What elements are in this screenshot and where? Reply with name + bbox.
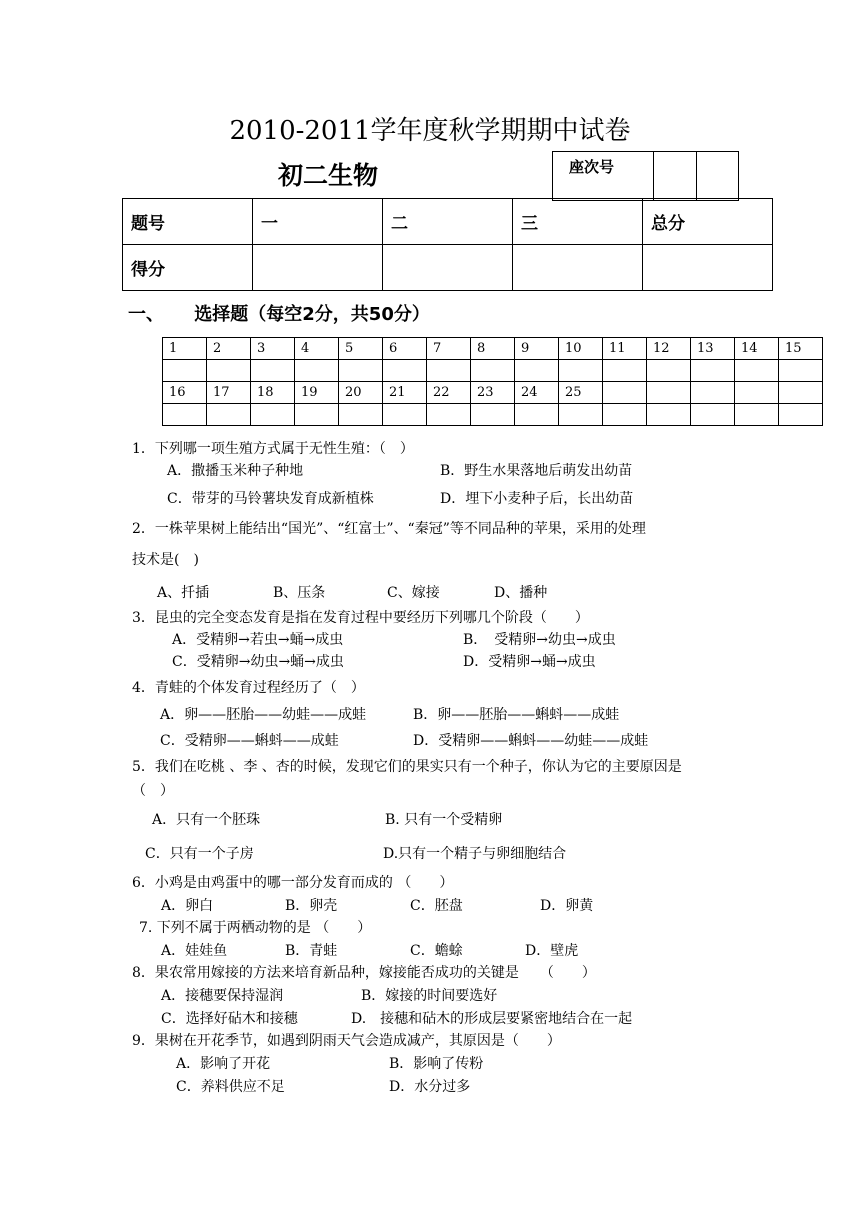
answer-blank-cell bbox=[251, 360, 295, 382]
answer-blank-cell bbox=[691, 404, 735, 426]
score-header-cell: 三 bbox=[513, 199, 643, 245]
option: C．受精卵——蝌蚪——成蛙 bbox=[160, 733, 339, 749]
score-cell bbox=[513, 245, 643, 291]
answer-number-cell: 8 bbox=[471, 338, 515, 360]
option: B．影响了传粉 bbox=[389, 1056, 484, 1072]
answer-blank-cell bbox=[779, 360, 823, 382]
answer-number-cell: 23 bbox=[471, 382, 515, 404]
answer-number-cell: 7 bbox=[427, 338, 471, 360]
score-cell bbox=[643, 245, 773, 291]
question-stem: 9．果树在开花季节，如遇到阴雨天气会造成减产，其原因是（ ） bbox=[132, 1033, 561, 1049]
answer-number-cell bbox=[691, 382, 735, 404]
answer-number-cell bbox=[735, 382, 779, 404]
answer-grid bbox=[162, 337, 823, 426]
answer-blank-cell bbox=[163, 360, 207, 382]
option: C、嫁接 bbox=[387, 585, 440, 601]
option: C．受精卵→幼虫→蛹→成虫 bbox=[172, 654, 344, 670]
answer-blank-cell bbox=[647, 360, 691, 382]
answer-number-cell: 5 bbox=[339, 338, 383, 360]
score-header-cell: 二 bbox=[383, 199, 513, 245]
answer-blank-cell bbox=[647, 404, 691, 426]
answer-number-cell: 15 bbox=[779, 338, 823, 360]
option: A．卵白 bbox=[161, 898, 214, 914]
answer-blank-cell bbox=[515, 360, 559, 382]
question-stem-cont: （ ） bbox=[132, 783, 174, 799]
section-title: 选择题（每空2分，共50分） bbox=[194, 304, 430, 325]
answer-number-cell: 24 bbox=[515, 382, 559, 404]
answer-number-cell: 9 bbox=[515, 338, 559, 360]
answer-blank-cell bbox=[735, 404, 779, 426]
question-stem: 6．小鸡是由鸡蛋中的哪一部分发育而成的 （ ） bbox=[132, 875, 454, 891]
answer-number-row bbox=[163, 338, 823, 360]
answer-blank-cell bbox=[339, 404, 383, 426]
score-cell bbox=[383, 245, 513, 291]
option: B．嫁接的时间要选好 bbox=[361, 988, 498, 1004]
option: A．娃娃鱼 bbox=[161, 943, 228, 959]
seat-label: 座次号 bbox=[553, 152, 654, 201]
option: B、压条 bbox=[273, 585, 326, 601]
question-stem: 5．我们在吃桃 、李 、杏的时候，发现它们的果实只有一个种子，你认为它的主要原因是 bbox=[132, 759, 682, 775]
answer-number-cell: 11 bbox=[603, 338, 647, 360]
answer-number-cell: 12 bbox=[647, 338, 691, 360]
answer-number-cell: 16 bbox=[163, 382, 207, 404]
option: C．蟾蜍 bbox=[410, 943, 463, 959]
option: A．影响了开花 bbox=[176, 1056, 271, 1072]
option: A、扦插 bbox=[157, 585, 210, 601]
answer-number-cell: 18 bbox=[251, 382, 295, 404]
option: D．受精卵→蛹→成虫 bbox=[463, 654, 596, 670]
option: A．受精卵→若虫→蛹→成虫 bbox=[172, 632, 344, 648]
answer-number-cell: 3 bbox=[251, 338, 295, 360]
answer-blank-cell bbox=[163, 404, 207, 426]
answer-blank-cell bbox=[779, 404, 823, 426]
answer-blank-cell bbox=[295, 404, 339, 426]
answer-number-cell: 17 bbox=[207, 382, 251, 404]
answer-blank-cell bbox=[559, 360, 603, 382]
answer-blank-cell bbox=[295, 360, 339, 382]
option: D．水分过多 bbox=[389, 1079, 471, 1095]
answer-blank-cell bbox=[471, 360, 515, 382]
question-stem: 4．青蛙的个体发育过程经历了（ ） bbox=[132, 680, 365, 696]
answer-blank-cell bbox=[251, 404, 295, 426]
answer-number-cell: 22 bbox=[427, 382, 471, 404]
answer-number-cell: 6 bbox=[383, 338, 427, 360]
option: B．卵壳 bbox=[285, 898, 338, 914]
answer-number-cell bbox=[779, 382, 823, 404]
answer-blank-cell bbox=[383, 404, 427, 426]
option: D．壁虎 bbox=[525, 943, 579, 959]
exam-title: 2010-2011学年度秋学期期中试卷 bbox=[229, 116, 631, 146]
answer-number-cell: 21 bbox=[383, 382, 427, 404]
answer-number-cell: 10 bbox=[559, 338, 603, 360]
answer-number-cell: 20 bbox=[339, 382, 383, 404]
option: B．卵——胚胎——蝌蚪——成蛙 bbox=[413, 707, 620, 723]
option: C．带芽的马铃薯块发育成新植株 bbox=[167, 491, 374, 507]
score-header-cell: 总分 bbox=[643, 199, 773, 245]
option: B． 受精卵→幼虫→成虫 bbox=[463, 632, 616, 648]
option: A．接穗要保持湿润 bbox=[161, 988, 284, 1004]
answer-number-cell: 4 bbox=[295, 338, 339, 360]
answer-blank-cell bbox=[427, 360, 471, 382]
seat-cell bbox=[654, 152, 697, 201]
answer-number-cell: 2 bbox=[207, 338, 251, 360]
answer-blank-cell bbox=[383, 360, 427, 382]
option: C．养料供应不足 bbox=[176, 1079, 285, 1095]
answer-blank-row bbox=[163, 404, 823, 426]
answer-blank-cell bbox=[603, 404, 647, 426]
score-cell bbox=[253, 245, 383, 291]
answer-blank-cell bbox=[691, 360, 735, 382]
question-stem: 8．果农常用嫁接的方法来培育新品种，嫁接能否成功的关键是 （ ） bbox=[132, 965, 596, 981]
question-stem: 3．昆虫的完全变态发育是指在发育过程中要经历下列哪几个阶段（ ） bbox=[132, 610, 589, 626]
option: B. 只有一个受精卵 bbox=[385, 812, 503, 828]
score-table bbox=[122, 198, 773, 291]
option: A．撒播玉米种子种地 bbox=[167, 463, 304, 479]
answer-number-cell: 13 bbox=[691, 338, 735, 360]
option: B．青蛙 bbox=[285, 943, 338, 959]
question-stem-cont: 技术是( ) bbox=[132, 552, 199, 568]
answer-blank-cell bbox=[735, 360, 779, 382]
option: C．选择好砧木和接穗 bbox=[161, 1011, 298, 1027]
answer-number-cell: 25 bbox=[559, 382, 603, 404]
score-header-cell: 题号 bbox=[123, 199, 253, 245]
seat-cell bbox=[697, 152, 739, 201]
answer-blank-cell bbox=[427, 404, 471, 426]
answer-blank-cell bbox=[603, 360, 647, 382]
option: A．只有一个胚珠 bbox=[152, 812, 261, 828]
option: D、播种 bbox=[494, 585, 548, 601]
answer-number-cell: 1 bbox=[163, 338, 207, 360]
question-stem: 2．一株苹果树上能结出“国光”、“红富士”、“秦冠”等不同品种的苹果，采用的处理 bbox=[132, 521, 646, 537]
option: C．只有一个子房 bbox=[145, 846, 254, 862]
option: D．卵黄 bbox=[540, 898, 594, 914]
answer-number-cell: 14 bbox=[735, 338, 779, 360]
option: D．埋下小麦种子后，长出幼苗 bbox=[440, 491, 634, 507]
answer-blank-row bbox=[163, 360, 823, 382]
seat-number-table bbox=[552, 151, 739, 201]
option: A．卵——胚胎——幼蛙——成蛙 bbox=[160, 707, 367, 723]
answer-number-cell bbox=[647, 382, 691, 404]
answer-number-cell: 19 bbox=[295, 382, 339, 404]
answer-number-row bbox=[163, 382, 823, 404]
option: D. 接穗和砧木的形成层要紧密地结合在一起 bbox=[351, 1011, 633, 1027]
question-stem: 7. 下列不属于两栖动物的是 （ ） bbox=[139, 920, 372, 936]
question-stem: 1．下列哪一项生殖方式属于无性生殖：（ ） bbox=[132, 441, 414, 457]
subject-title: 初二生物 bbox=[278, 161, 379, 190]
option: C．胚盘 bbox=[410, 898, 463, 914]
answer-blank-cell bbox=[339, 360, 383, 382]
answer-blank-cell bbox=[515, 404, 559, 426]
answer-blank-cell bbox=[207, 404, 251, 426]
option: B．野生水果落地后萌发出幼苗 bbox=[440, 463, 633, 479]
section-number: 一、 bbox=[128, 304, 164, 325]
section-heading bbox=[128, 300, 430, 326]
answer-blank-cell bbox=[471, 404, 515, 426]
score-header-cell: 一 bbox=[253, 199, 383, 245]
answer-blank-cell bbox=[207, 360, 251, 382]
score-row-label: 得分 bbox=[123, 245, 253, 291]
answer-number-cell bbox=[603, 382, 647, 404]
answer-blank-cell bbox=[559, 404, 603, 426]
option: D．受精卵——蝌蚪——幼蛙——成蛙 bbox=[413, 733, 649, 749]
option: D.只有一个精子与卵细胞结合 bbox=[383, 846, 567, 862]
